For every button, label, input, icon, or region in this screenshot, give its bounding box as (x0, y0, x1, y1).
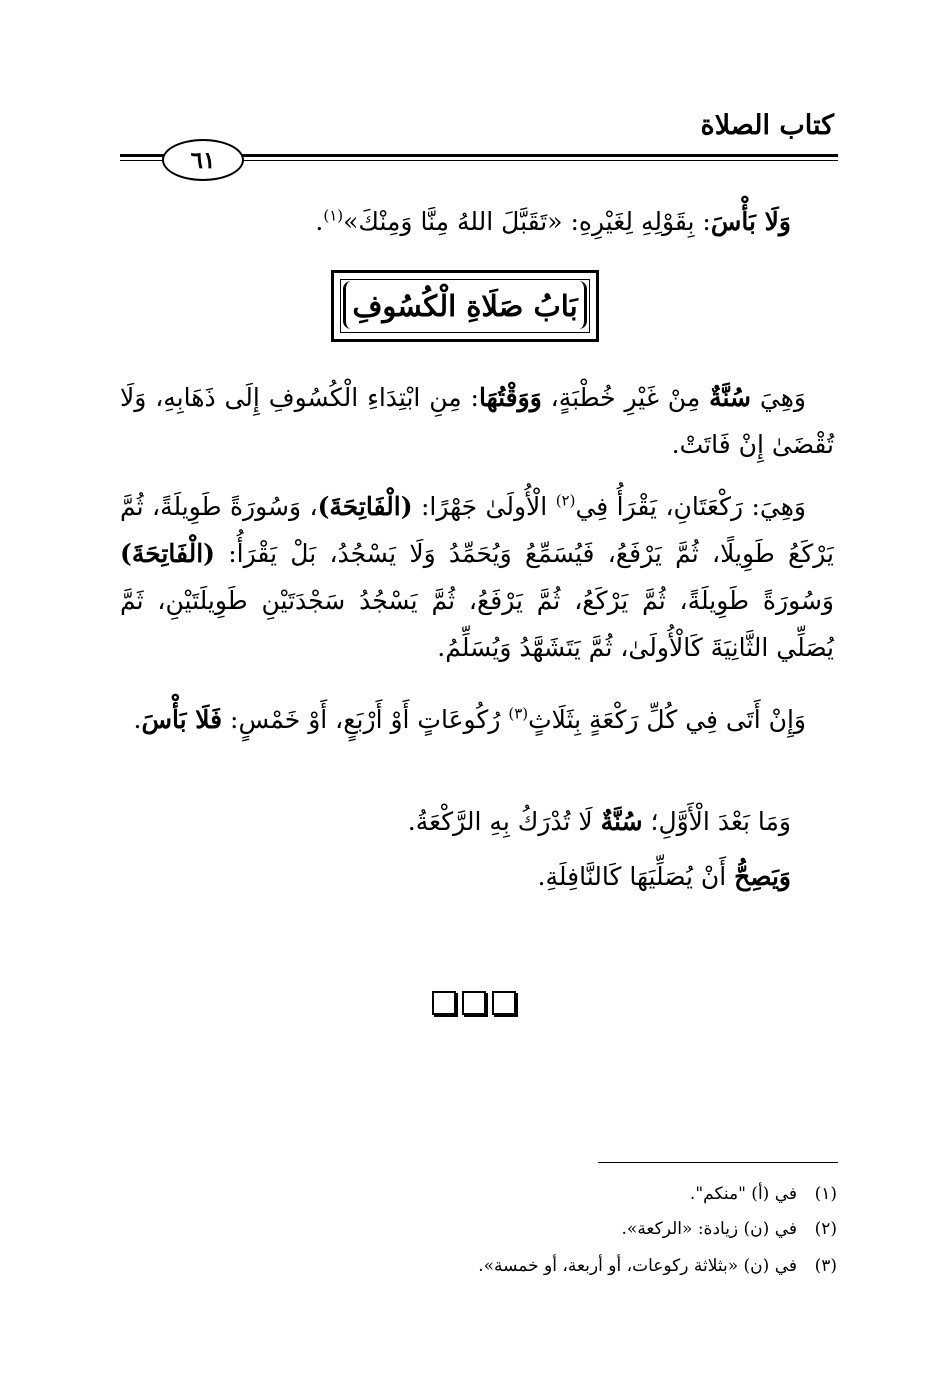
opening-bold: وَلَا بَأْسَ (710, 207, 791, 236)
header-rule-left-thin (120, 160, 164, 161)
footnote-number: (١) (814, 1184, 837, 1204)
bold-term: سُنَّةٌ (600, 807, 643, 836)
separator-square-icon (492, 991, 516, 1015)
bold-term: وَوَقْتُهَا (479, 383, 542, 412)
header-rule-left (120, 154, 164, 157)
section-separator (432, 991, 516, 1015)
footnote-rule (598, 1162, 838, 1163)
bold-term: وَيَصِحُّ (734, 862, 791, 891)
footnote-ref-1[interactable]: (١) (323, 206, 344, 225)
chapter-title: بَابُ صَلَاةِ الْكُسُوفِ (352, 289, 578, 323)
paragraph-3: وَإِنْ أَتَى فِي كُلِّ رَكْعَةٍ بِثَلَاثٍ$^{(٣)}$ رُكُوعَاتٍ أَوْ أَرْبَعٍ، أَوْ خَمْسٍ: فَلَا بَأْسَ. (133, 704, 806, 734)
chapter-heading-box (331, 270, 599, 342)
footnote-text: في (أ) "منكم". (689, 1184, 797, 1204)
paragraph-4: وَمَا بَعْدَ الْأَوَّلِ؛ سُنَّةٌ لَا تُدْرَكُ بِهِ الرَّكْعَةُ. (407, 807, 791, 836)
bold-term: (الْفَاتِحَةَ) (317, 492, 413, 521)
footnote-text: في (ن) زيادة: «الركعة». (621, 1219, 797, 1239)
separator-square-icon (432, 991, 456, 1015)
separator-square-icon (462, 991, 486, 1015)
footnote-1 (690, 1184, 837, 1204)
running-header-title: كتاب الصلاة (700, 110, 834, 141)
header-rule-right (238, 154, 838, 157)
footnote-3 (478, 1256, 837, 1276)
footnote-number: (٢) (814, 1219, 837, 1239)
footnote-text: في (ن) «بثلاثة ركوعات، أو أربعة، أو خمسة». (478, 1256, 797, 1276)
bold-term: (الْفَاتِحَةَ) (120, 539, 215, 568)
paragraph-5: وَيَصِحُّ أَنْ يُصَلِّيَهَا كَالنَّافِلَةِ. (537, 862, 791, 891)
opening-text: : بِقَوْلِهِ لِغَيْرِهِ: «تَقَبَّلَ اللهُ مِنَّا وَمِنْكَ» (343, 207, 711, 236)
header-rule-right-thin (238, 160, 838, 161)
footnote-ref-2[interactable]: (٢) (555, 491, 576, 510)
paragraph-1: وَهِيَ سُنَّةٌ مِنْ غَيْرِ خُطْبَةٍ، وَوَقْتُهَا: مِنِ ابْتِدَاءِ الْكُسُوفِ إِلَى ذَهَابِهِ، وَلَا تُقْضَىٰ إِنْ فَاتَتْ. (120, 383, 834, 459)
footnote-2 (622, 1219, 837, 1239)
bold-term: فَلَا بَأْسَ (141, 705, 223, 734)
footnote-number: (٣) (814, 1256, 837, 1276)
opening-line: وَلَا بَأْسَ: بِقَوْلِهِ لِغَيْرِهِ: «تَقَبَّلَ اللهُ مِنَّا وَمِنْكَ»$^{(١)}$. (315, 206, 791, 236)
page-number: ٦١ (162, 139, 244, 181)
footnote-ref-3[interactable]: (٣) (508, 704, 529, 723)
paragraph-2: وَهِيَ: رَكْعَتَانِ، يَقْرَأُ فِي$^{(٢)}$ الْأُولَىٰ جَهْرًا: (الْفَاتِحَةَ)، وَسُورَةً طَوِيلَةً، ثُمَّ يَرْكَعُ طَوِيلًا، ثُمَّ يَرْفَعُ، فَيُسَمِّعُ وَيُحَمِّدُ وَلَا يَسْجُدُ، بَلْ يَقْرَأُ: (الْفَاتِحَةَ) وَسُورَةً طَوِيلَةً، ثُمَّ يَرْكَعُ، ثُمَّ يَرْفَعُ، ثُمَّ يَسْجُدُ سَجْدَتَيْنِ طَوِيلَتَيْنِ، ثَمَّ يُصَلِّي الثَّانِيَةَ كَالْأُولَىٰ، ثُمَّ يَتَشَهَّدُ وَيُسَلِّمُ. (120, 491, 834, 662)
bold-term: سُنَّةٌ (709, 383, 752, 412)
